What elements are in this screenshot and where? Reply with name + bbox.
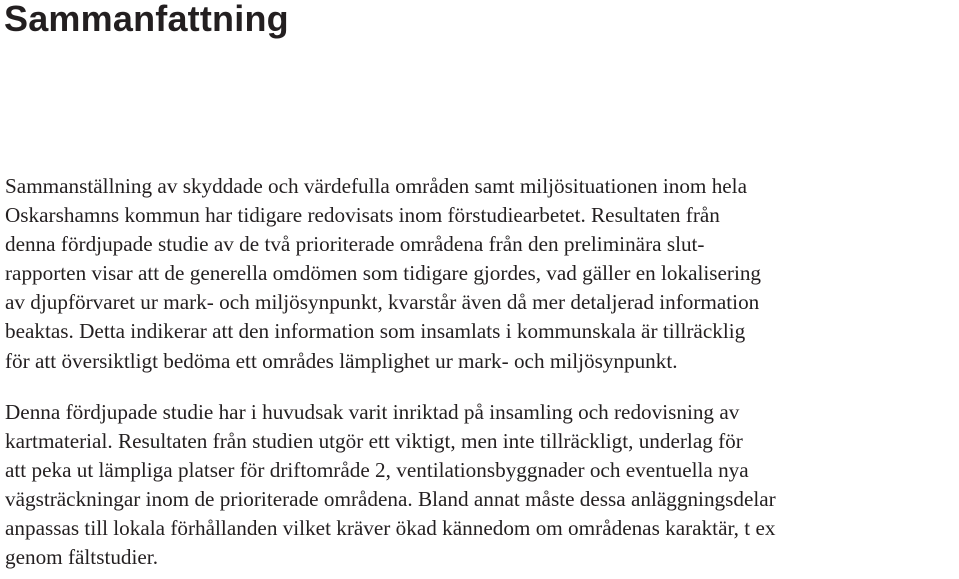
- paragraph-line: kartmaterial. Resultaten från studien utgör ett viktigt, men inte tillräckligt, underlag för: [5, 429, 743, 454]
- paragraph-line: anpassas till lokala förhållanden vilket kräver ökad kännedom om områdenas karaktär, t ex: [5, 516, 776, 541]
- paragraph-line: att peka ut lämpliga platser för driftområde 2, ventilationsbyggnader och eventuella nya: [5, 458, 749, 483]
- page-title: Sammanfattning: [4, 0, 289, 39]
- paragraph-line: Oskarshamns kommun har tidigare redovisats inom förstudiearbetet. Resultaten från: [5, 203, 720, 228]
- paragraph-line: beaktas. Detta indikerar att den information som insamlats i kommunskala är tillräcklig: [5, 319, 746, 344]
- paragraph-line: denna fördjupade studie av de två prioriterade områdena från den preliminära slut-: [5, 232, 705, 257]
- paragraph-line: för att översiktligt bedöma ett områdes lämplighet ur mark- och miljösynpunkt.: [5, 348, 678, 373]
- paragraph-line: rapporten visar att de generella omdömen som tidigare gjordes, vad gäller en lokalisering: [5, 261, 762, 286]
- paragraph-line: Sammanställning av skyddade och värdefulla områden samt miljösituationen inom hela: [5, 174, 747, 198]
- paragraph-line: av djupförvaret ur mark- och miljösynpunkt, kvarstår även då mer detaljerad information: [5, 290, 760, 315]
- paragraph-1: [5, 172, 761, 376]
- paragraph-line: vägsträckningar inom de prioriterade områdena. Bland annat måste dessa anläggningsdelar: [5, 487, 776, 512]
- paragraph-line: Denna fördjupade studie har i huvudsak varit inriktad på insamling och redovisning av: [5, 400, 740, 424]
- paragraph-line: genom fältstudier.: [5, 545, 158, 570]
- paragraph-2: [5, 398, 776, 573]
